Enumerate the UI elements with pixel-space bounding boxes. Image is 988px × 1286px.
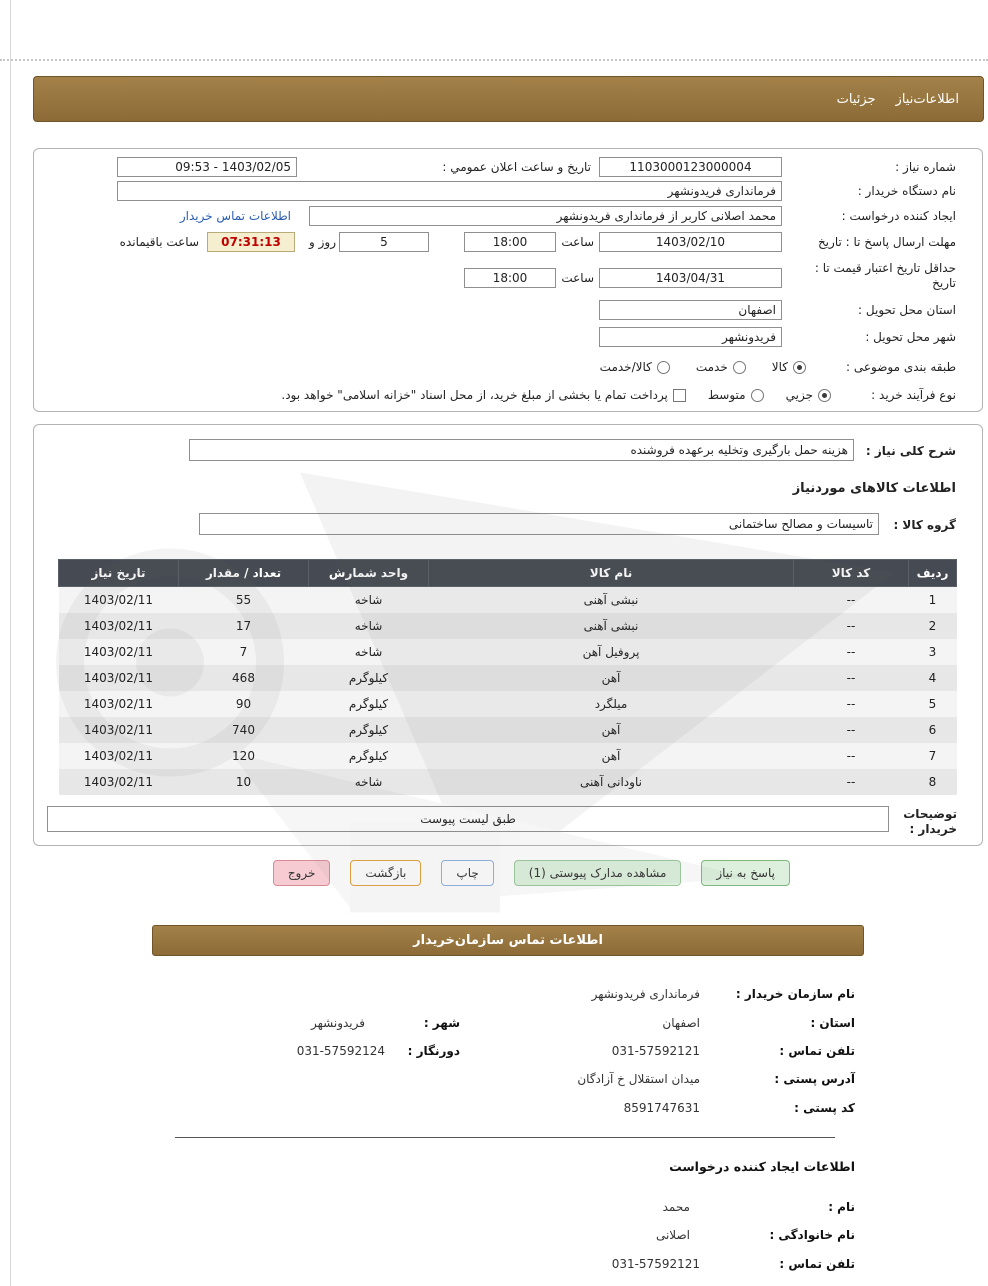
need-description-label: شرح کلی نیاز : (865, 444, 956, 458)
table-cell: 1 (909, 587, 957, 613)
table-row (59, 587, 957, 613)
validity-hour-label: ساعت (561, 271, 594, 285)
table-cell: 1403/02/11 (59, 691, 179, 717)
tab-need-info[interactable]: اطلاعات‌نیاز (895, 91, 959, 107)
table-cell: 1403/02/11 (59, 743, 179, 769)
request-creator-field[interactable] (309, 206, 782, 226)
announce-datetime-label: تاریخ و ساعت اعلان عمومي : (442, 160, 591, 174)
table-cell: شاخه (309, 639, 429, 665)
view-attachments-button[interactable]: مشاهده مدارک پیوستی (1) (514, 860, 682, 886)
table-cell: کیلوگرم (309, 691, 429, 717)
table-cell: 17 (179, 613, 309, 639)
response-deadline-time-field[interactable] (464, 232, 556, 252)
price-validity-date-field[interactable] (599, 268, 782, 288)
table-cell: آهن (429, 665, 794, 691)
creator-section-title: اطلاعات ایجاد کننده درخواست (669, 1159, 855, 1174)
need-details-panel (33, 424, 983, 846)
table-cell: آهن (429, 717, 794, 743)
need-summary-panel (33, 148, 983, 412)
classification-option-goods-service (600, 360, 670, 374)
table-row (59, 665, 957, 691)
table-cell: 740 (179, 717, 309, 743)
table-cell: 1403/02/11 (59, 587, 179, 613)
header-need-date: تاریخ نیاز (59, 560, 179, 587)
deadline-hour-label: ساعت (561, 235, 594, 249)
first-name-value: محمد (662, 1200, 690, 1214)
province-value: اصفهان (662, 1016, 700, 1030)
table-cell: -- (794, 691, 909, 717)
table-cell: 10 (179, 769, 309, 795)
classification-radio-goods[interactable] (793, 361, 806, 374)
announce-datetime-field[interactable] (117, 157, 297, 177)
table-cell: 1403/02/11 (59, 613, 179, 639)
print-button[interactable]: چاپ (441, 860, 493, 886)
table-cell: نبشی آهنی (429, 587, 794, 613)
org-name-value: فرمانداری فریدونشهر (591, 987, 700, 1001)
table-cell: 468 (179, 665, 309, 691)
header-item-code: کد کالا (794, 560, 909, 587)
process-option-minor-label: جزيي (785, 388, 813, 402)
buyer-notes-field[interactable] (47, 806, 889, 832)
table-cell: شاخه (309, 587, 429, 613)
process-option-minor (786, 388, 831, 402)
classification-label: طبقه بندی موضوعی : (846, 360, 956, 374)
treasury-payment-label: پرداخت تمام یا بخشی از مبلغ خرید، از محل اسناد "خزانه اسلامی" خواهد بود. (281, 388, 668, 402)
table-cell: 8 (909, 769, 957, 795)
classification-option-service (696, 360, 746, 374)
table-cell: 7 (909, 743, 957, 769)
city-label: شهر : (423, 1016, 460, 1030)
header-quantity: تعداد / مقدار (179, 560, 309, 587)
phone-label: تلفن تماس : (779, 1044, 855, 1058)
items-table (58, 559, 957, 795)
respond-button[interactable]: پاسخ به نیاز (701, 860, 790, 886)
delivery-province-field[interactable] (599, 300, 782, 320)
creator-phone-label: تلفن تماس : (779, 1257, 855, 1271)
creator-phone-value: 031-57592121 (611, 1257, 700, 1271)
process-option-medium-label: متوسط (707, 388, 746, 402)
delivery-city-field[interactable] (599, 327, 782, 347)
table-cell: -- (794, 717, 909, 743)
request-creator-label: ایجاد کننده درخواست : (841, 209, 956, 223)
back-button[interactable]: بازگشت (350, 860, 421, 886)
remaining-time-label: ساعت باقیمانده (119, 235, 199, 249)
table-row (59, 743, 957, 769)
buyer-org-field[interactable] (117, 181, 782, 201)
table-cell: 2 (909, 613, 957, 639)
tab-details[interactable]: جزئیات (836, 91, 876, 107)
table-cell: 3 (909, 639, 957, 665)
goods-group-label: گروه کالا : (893, 518, 956, 532)
org-name-label: نام سازمان خریدار : (735, 987, 855, 1001)
table-cell: -- (794, 665, 909, 691)
buyer-contact-link[interactable]: اطلاعات تماس خریدار (179, 209, 291, 223)
table-cell: 1403/02/11 (59, 769, 179, 795)
table-cell: 6 (909, 717, 957, 743)
table-cell: 120 (179, 743, 309, 769)
city-value: فریدونشهر (311, 1016, 365, 1030)
treasury-payment-option (281, 388, 686, 402)
last-name-label: نام خانوادگی : (769, 1228, 855, 1242)
buyer-notes-label: توضیحات خریدار : (903, 807, 957, 836)
address-label: آدرس پستی : (774, 1072, 855, 1086)
remaining-time-field[interactable] (207, 232, 295, 252)
price-validity-label: حداقل تاریخ اعتبار قیمت تا : تاریخ (814, 261, 956, 290)
fax-value: 031-57592124 (296, 1044, 385, 1058)
need-number-label: شماره نیاز : (895, 160, 956, 174)
table-cell: 1403/02/11 (59, 717, 179, 743)
process-radio-medium[interactable] (751, 389, 764, 402)
header-row-number: ردیف (909, 560, 957, 587)
phone-value: 031-57592121 (611, 1044, 700, 1058)
response-days-field[interactable] (339, 232, 429, 252)
postal-code-label: کد پستی : (794, 1101, 855, 1115)
table-cell: -- (794, 587, 909, 613)
table-cell: ناودانی آهنی (429, 769, 794, 795)
table-cell: 1403/02/11 (59, 665, 179, 691)
process-radio-minor[interactable] (818, 389, 831, 402)
table-row (59, 613, 957, 639)
table-cell: کیلوگرم (309, 665, 429, 691)
need-description-field[interactable] (189, 439, 854, 461)
section-divider (175, 1137, 835, 1138)
exit-button[interactable]: خروج (273, 860, 331, 886)
table-cell: 90 (179, 691, 309, 717)
table-cell: پروفیل آهن (429, 639, 794, 665)
treasury-payment-checkbox[interactable] (673, 389, 686, 402)
table-cell: 7 (179, 639, 309, 665)
response-deadline-label: مهلت ارسال پاسخ تا : تاریخ (817, 235, 956, 249)
header-item-name: نام کالا (429, 560, 794, 587)
table-cell: کیلوگرم (309, 717, 429, 743)
left-border-line (10, 0, 11, 1286)
table-cell: میلگرد (429, 691, 794, 717)
table-cell: آهن (429, 743, 794, 769)
days-label: روز و (309, 235, 336, 249)
table-row (59, 769, 957, 795)
action-buttons (273, 860, 790, 886)
header-unit: واحد شمارش (309, 560, 429, 587)
header-tabs (837, 77, 959, 121)
buyer-org-label: نام دستگاه خریدار : (857, 184, 956, 198)
classification-option-service-label: خدمت (695, 360, 728, 374)
items-section-heading: اطلاعات کالاهای موردنیاز (792, 481, 956, 496)
table-row (59, 691, 957, 717)
postal-code-value: 8591747631 (623, 1101, 700, 1115)
process-type-label: نوع فرآیند خرید : (871, 388, 956, 402)
table-cell: شاخه (309, 613, 429, 639)
response-deadline-date-field[interactable] (599, 232, 782, 252)
process-option-medium (708, 388, 764, 402)
classification-radio-service[interactable] (733, 361, 746, 374)
table-cell: 55 (179, 587, 309, 613)
table-cell: کیلوگرم (309, 743, 429, 769)
table-cell: -- (794, 639, 909, 665)
price-validity-time-field[interactable] (464, 268, 556, 288)
table-cell: -- (794, 769, 909, 795)
classification-options (600, 357, 806, 377)
table-cell: -- (794, 613, 909, 639)
table-row (59, 639, 957, 665)
header-bar (33, 76, 984, 122)
classification-option-goods (772, 360, 806, 374)
fax-label: دورنگار : (407, 1044, 460, 1058)
buyer-contact-title: اطلاعات تماس سازمان‌خریدار (152, 925, 864, 956)
table-row (59, 717, 957, 743)
first-name-label: نام : (828, 1200, 855, 1214)
goods-group-field[interactable] (199, 513, 879, 535)
table-cell: نبشی آهنی (429, 613, 794, 639)
top-divider (0, 59, 988, 61)
classification-option-goods-service-label: کالا/خدمت (599, 360, 652, 374)
table-cell: 5 (909, 691, 957, 717)
need-number-field[interactable] (599, 157, 782, 177)
classification-option-goods-label: کالا (771, 360, 788, 374)
province-label: استان : (810, 1016, 855, 1030)
table-header-row (59, 560, 957, 587)
table-cell: 4 (909, 665, 957, 691)
classification-radio-goods-service[interactable] (657, 361, 670, 374)
address-value: میدان استقلال خ آزادگان (577, 1072, 700, 1086)
last-name-value: اصلانی (655, 1228, 690, 1242)
delivery-city-label: شهر محل تحویل : (865, 330, 956, 344)
table-cell: -- (794, 743, 909, 769)
delivery-province-label: استان محل تحویل : (858, 303, 956, 317)
process-type-options (281, 385, 831, 405)
table-cell: 1403/02/11 (59, 639, 179, 665)
table-cell: شاخه (309, 769, 429, 795)
